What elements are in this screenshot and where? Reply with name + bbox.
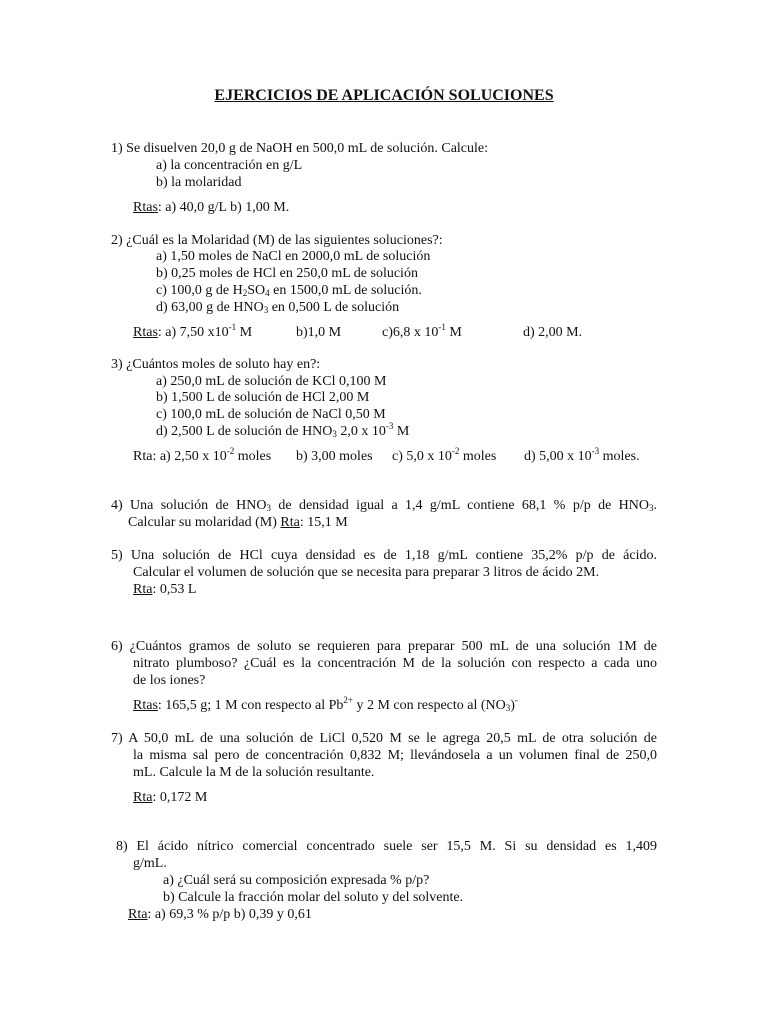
ex2-statement: 2) ¿Cuál es la Molaridad (M) de las siguientes soluciones?:: [111, 233, 443, 248]
page-title: EJERCICIOS DE APLICACIÓN SOLUCIONES: [214, 87, 554, 104]
ex2-item-a: a) 1,50 moles de NaCl en 2000,0 mL de solución: [156, 249, 431, 264]
answer-label: Rta: [133, 790, 153, 805]
ex8-answer: [128, 906, 312, 923]
ex6-line-2: nitrato plumboso? ¿Cuál es la concentración M de la solución con respecto a cada uno: [133, 656, 657, 671]
ex3-answer-b: b) 3,00 moles: [296, 449, 373, 464]
ex3-answer-a: Rta: a) 2,50 x $10^{-2}$ moles: [133, 446, 272, 464]
ex3-item-b: b) 1,500 L de solución de HCl 2,00 M: [156, 390, 370, 405]
ex7-line-1: 7) A 50,0 mL de una solución de LiCl 0,520 M se le agrega 20,5 mL de otra solución de: [111, 731, 657, 746]
answer-text: : 15,1 M: [299, 515, 348, 530]
ex2-item-b: b) 0,25 moles de HCl en 250,0 mL de solución: [156, 266, 418, 281]
ex7-line-3: mL. Calcule la M de la solución resultante.: [133, 765, 375, 780]
ex8-item-a: a) ¿Cuál será su composición expresada % p/p?: [163, 873, 430, 888]
ex6-answer: Rtas: 165,5 g; 1 M con respecto al $Pb^{2+}$ y 2 M con respecto al $(NO_3)^-$: [133, 695, 518, 713]
ex2-answer-b: b)1,0 M: [296, 325, 342, 340]
ex1-answer: [133, 199, 289, 216]
ex1-statement: 1) Se disuelven 20,0 g de NaOH en 500,0 mL de solución. Calcule:: [111, 141, 489, 156]
ex2-answer-c: c)6,8 x $10^{-1}$ M: [382, 322, 462, 340]
answer-label: Rtas: [133, 200, 158, 215]
ex8-line-2: g/mL.: [133, 856, 167, 871]
ex1-item-b: b) la molaridad: [156, 175, 242, 190]
ex7-line-2: la misma sal pero de concentración 0,832 M; llevándosela a un volumen final de 250,0: [133, 748, 657, 763]
answer-label: Rtas: [133, 325, 158, 340]
ex3-item-d: d) 2,500 L de solución de $HNO_3$ 2,0 x $10^{-3}$ M: [156, 421, 410, 439]
answer-label: Rta: [128, 907, 148, 922]
ex3-item-a: a) 250,0 mL de solución de KCl 0,100 M: [156, 374, 387, 389]
answer-text: : a) 69,3 % p/p b) 0,39 y 0,61: [147, 907, 312, 922]
ex3-answer-d: d) 5,00 x $10^{-3}$ moles.: [524, 446, 640, 464]
ex8-item-b: b) Calcule la fracción molar del soluto y del solvente.: [163, 890, 464, 905]
ex5-line-2: Calcular el volumen de solución que se necesita para preparar 3 litros de ácido 2M.: [133, 565, 600, 580]
ex3-item-c: c) 100,0 mL de solución de NaCl 0,50 M: [156, 407, 386, 422]
answer-text: : a) 40,0 g/L b) 1,00 M.: [157, 200, 290, 215]
ex2-item-d: d) 63,00 g de $HNO_3$ en 0,500 L de solución: [156, 300, 400, 315]
ex2-answer-d: d) 2,00 M.: [523, 325, 583, 340]
ex6-line-1: 6) ¿Cuántos gramos de soluto se requieren para preparar 500 mL de una solución 1M de: [111, 639, 657, 654]
ex7-answer: [133, 789, 207, 806]
ex8-line-1: 8) El ácido nítrico comercial concentrado suele ser 15,5 M. Si su densidad es 1,409: [116, 839, 657, 854]
answer-label: Rta: [280, 515, 300, 530]
answer-text: : 0,172 M: [152, 790, 208, 805]
ex4-line-2: Calcular su molaridad (M) Rta: 15,1 M: [128, 515, 348, 530]
ex2-item-c: c) 100,0 g de $H_2SO_4$ en 1500,0 mL de solución.: [156, 283, 422, 298]
answer-text: : 0,53 L: [152, 582, 197, 597]
ex6-line-3: de los iones?: [133, 673, 206, 688]
ex4-line-1: 4) Una solución de $HNO_3$ de densidad igual a 1,4 g/mL contiene 68,1 % p/p de $HNO_3$.: [111, 498, 657, 513]
ex5-answer: [133, 581, 196, 598]
answer-label: Rtas: [133, 698, 158, 713]
ex3-answer-c: c) 5,0 x $10^{-2}$ moles: [392, 446, 497, 464]
ex3-statement: 3) ¿Cuántos moles de soluto hay en?:: [111, 357, 321, 372]
ex1-item-a: a) la concentración en g/L: [156, 158, 303, 173]
ex2-answer-a: Rtas: a) 7,50 $x10^{-1}$ M: [133, 322, 253, 340]
ex5-line-1: 5) Una solución de HCl cuya densidad es de 1,18 g/mL contiene 35,2% p/p de ácido.: [111, 548, 657, 563]
answer-label: Rta: [133, 582, 153, 597]
